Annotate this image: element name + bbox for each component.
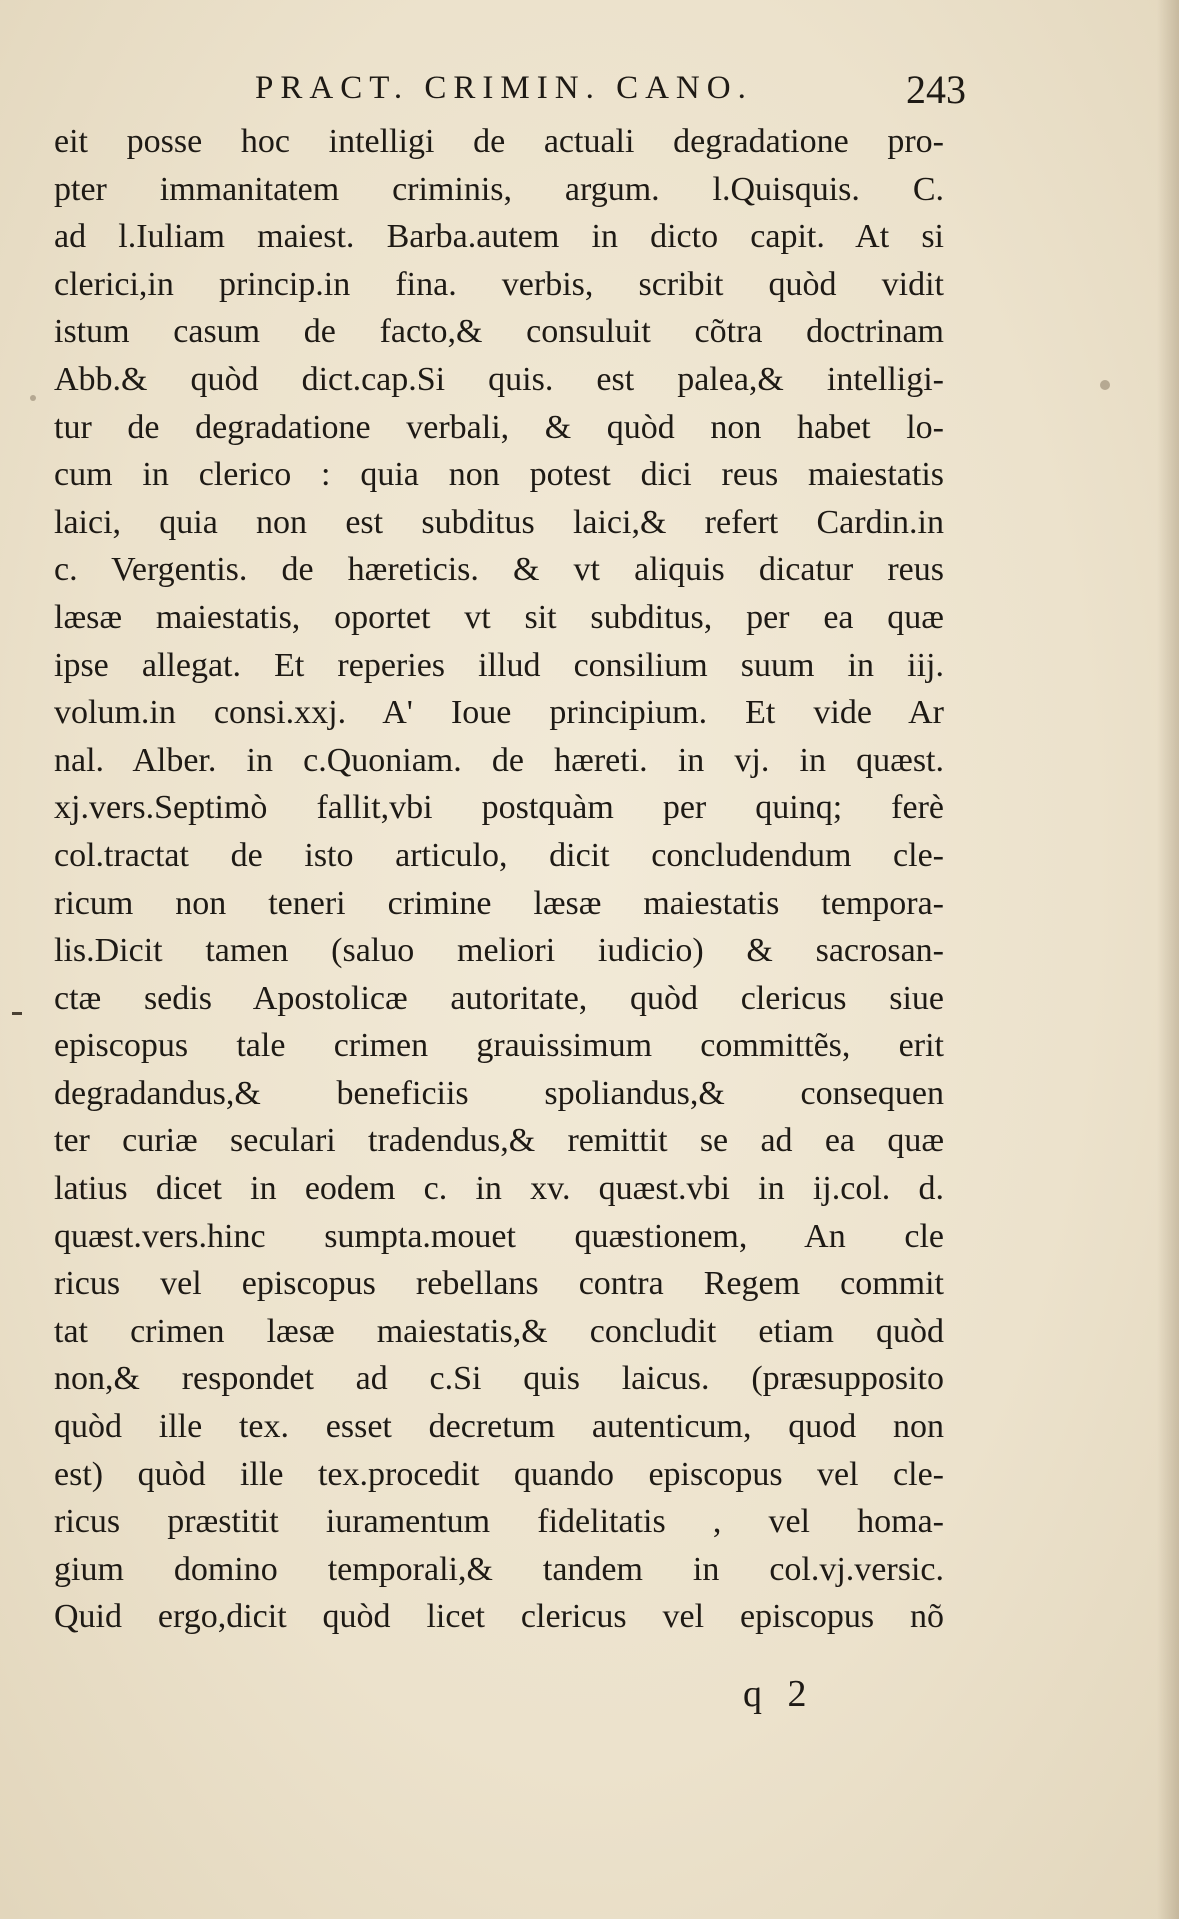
signature-mark: q 2: [743, 1673, 815, 1715]
text-line: Abb.& quòd dict.cap.Si quis. est palea,& intelligi-: [54, 360, 944, 398]
text-line: ctæ sedis Apostolicæ autoritate, quòd clericus siue: [54, 979, 944, 1017]
text-line: tat crimen læsæ maiestatis,& concludit etiam quòd: [54, 1312, 944, 1350]
text-line: nal. Alber. in c.Quoniam. de hæreti. in vj. in quæst.: [54, 741, 944, 779]
paper-stain: [30, 395, 36, 401]
running-head: PRACT. CRIMIN. CANO.: [255, 70, 753, 106]
text-line: ter curiæ seculari tradendus,& remittit se ad ea quæ: [54, 1122, 944, 1160]
text-line: est) quòd ille tex.procedit quando episcopus vel cle-: [54, 1455, 944, 1493]
text-line: cum in clerico : quia non potest dici reus maiestatis: [54, 456, 944, 494]
text-line: latius dicet in eodem c. in xv. quæst.vbi in ij.col. d.: [54, 1170, 944, 1208]
body-text: [54, 118, 944, 1641]
text-line: c. Vergentis. de hæreticis. & vt aliquis dicatur reus: [54, 551, 944, 589]
text-line: clerici,in princip.in fina. verbis, scribit quòd vidit: [54, 265, 944, 303]
text-line: degradandus,& beneficiis spoliandus,& consequen: [54, 1074, 944, 1112]
text-line: pter immanitatem criminis, argum. l.Quisquis. C.: [54, 170, 944, 208]
text-line: episcopus tale crimen grauissimum committẽs, erit: [54, 1027, 944, 1065]
text-line: lis.Dicit tamen (saluo meliori iudicio) & sacrosan-: [54, 932, 944, 970]
text-line: ricus præstitit iuramentum fidelitatis , vel homa-: [54, 1503, 944, 1541]
text-line: xj.vers.Septimò fallit,vbi postquàm per quinq; ferè: [54, 789, 944, 827]
text-line: ricus vel episcopus rebellans contra Regem commit: [54, 1265, 944, 1303]
page-edge-shadow: [1157, 0, 1179, 1919]
text-line: ad l.Iuliam maiest. Barba.autem in dicto capit. At si: [54, 218, 944, 256]
text-line: Quid ergo,dicit quòd licet clericus vel episcopus nõ: [54, 1598, 944, 1636]
text-line: quæst.vers.hinc sumpta.mouet quæstionem, An cle: [54, 1217, 944, 1255]
text-line: tur de degradatione verbali, & quòd non habet lo-: [54, 408, 944, 446]
paper-stain: [1100, 380, 1110, 390]
text-line: istum casum de facto,& consuluit cõtra doctrinam: [54, 313, 944, 351]
text-line: volum.in consi.xxj. A' Ioue principium. Et vide Ar: [54, 694, 944, 732]
margin-mark: [12, 1012, 22, 1015]
text-line: quòd ille tex. esset decretum autenticum, quod non: [54, 1408, 944, 1446]
page-header: [0, 62, 1179, 112]
text-line: ricum non teneri crimine læsæ maiestatis tempora-: [54, 884, 944, 922]
text-line: læsæ maiestatis, oportet vt sit subditus, per ea quæ: [54, 598, 944, 636]
text-line: laici, quia non est subditus laici,& refert Cardin.in: [54, 503, 944, 541]
text-line: gium domino temporali,& tandem in col.vj.versic.: [54, 1550, 944, 1588]
text-line: col.tractat de isto articulo, dicit concludendum cle-: [54, 836, 944, 874]
text-line: eit posse hoc intelligi de actuali degradatione pro-: [54, 123, 944, 160]
text-line: ipse allegat. Et reperies illud consilium suum in iij.: [54, 646, 944, 684]
page-number: 243: [906, 67, 966, 112]
text-line: non,& respondet ad c.Si quis laicus. (præsupposito: [54, 1360, 944, 1398]
